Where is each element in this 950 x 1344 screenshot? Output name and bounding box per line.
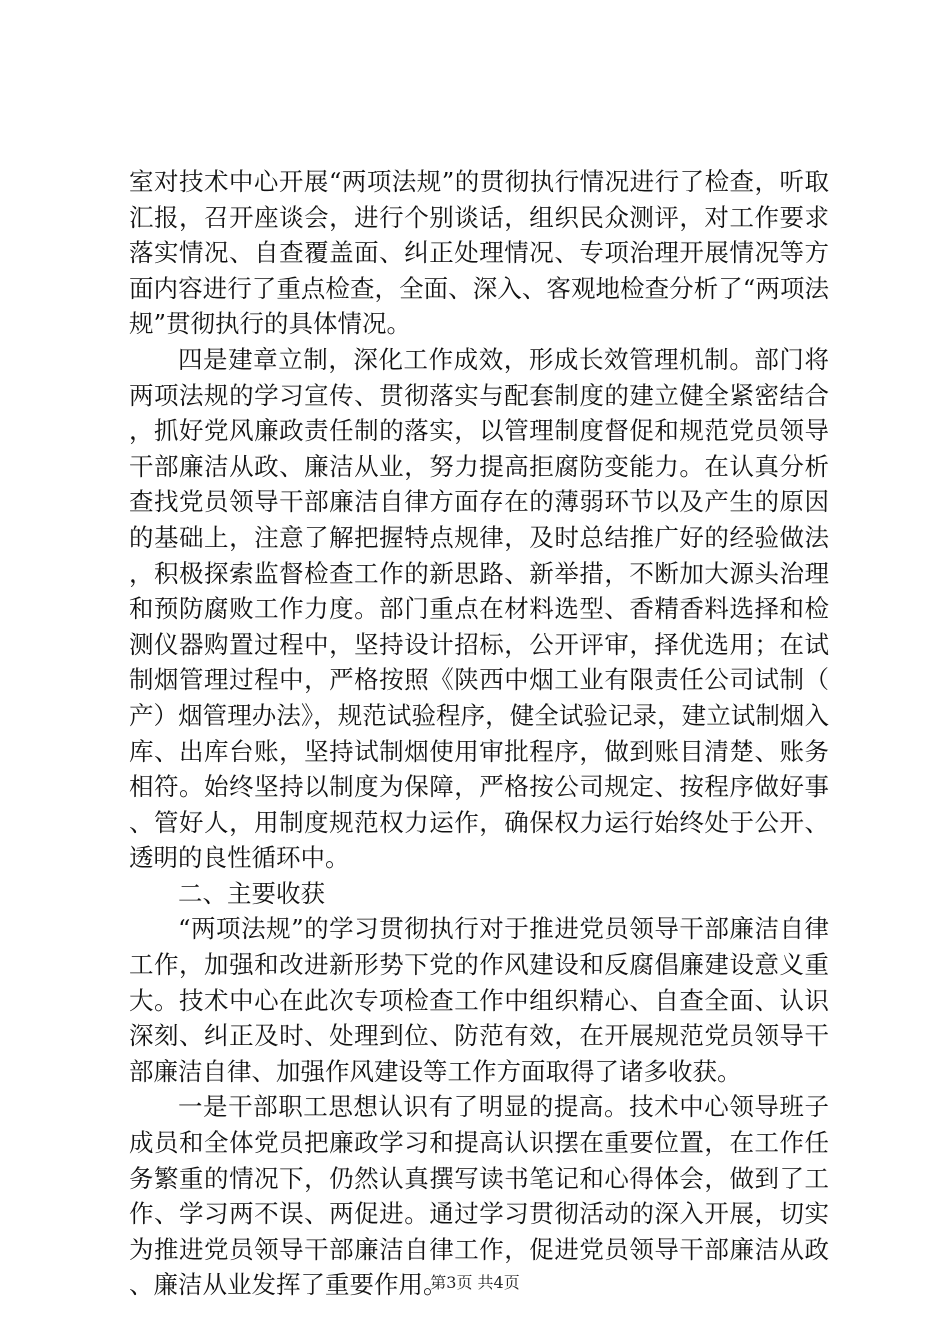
paragraph-continued: 室对技术中心开展“两项法规”的贯彻执行情况进行了检查，听取汇报，召开座谈会，进行个别谈话，组织民众测评，对工作要求落实情况、自查覆盖面、纠正处理情况、专项治理开展情况等方面内容进行了重点检查，全面、深入、客观地检查分析了“两项法规”贯彻执行的具体情况。 <box>129 167 829 339</box>
page-number-footer: 第3页 共4页 <box>430 1273 520 1292</box>
document-body <box>129 164 829 1303</box>
paragraph-awareness: 一是干部职工思想认识有了明显的提高。技术中心领导班子成员和全体党员把廉政学习和提高认识摆在重要位置，在工作任务繁重的情况下，仍然认真撰写读书笔记和心得体会，做到了工作、学习两不误、两促进。通过学习贯彻活动的深入开展，切实为推进党员领导干部廉洁自律工作，促进党员领导干部廉洁从政、廉洁从业发挥了重要作用。 <box>129 1092 829 1300</box>
paragraph-gains-intro: “两项法规”的学习贯彻执行对于推进党员领导干部廉洁自律工作，加强和改进新形势下党的作风建设和反腐倡廉建设意义重大。技术中心在此次专项检查工作中组织精心、自查全面、认识深刻、纠正及时、处理到位、防范有效，在开展规范党员领导干部廉洁自律、加强作风建设等工作方面取得了诸多收获。 <box>129 914 829 1086</box>
paragraph-regulations: 四是建章立制，深化工作成效，形成长效管理机制。部门将两项法规的学习宣传、贯彻落实与配套制度的建立健全紧密结合，抓好党风廉政责任制的落实，以管理制度督促和规范党员领导干部廉洁从政、廉洁从业，努力提高拒腐防变能力。在认真分析查找党员领导干部廉洁自律方面存在的薄弱环节以及产生的原因的基础上，注意了解把握特点规律，及时总结推广好的经验做法，积极探索监督检查工作的新思路、新举措，不断加大源头治理和预防腐败工作力度。部门重点在材料选型、香精香料选择和检测仪器购置过程中，坚持设计招标，公开评审，择优选用；在试制烟管理过程中，严格按照《陕西中烟工业有限责任公司试制（产）烟管理办法》，规范试验程序，健全试验记录，建立试制烟入库、出库台账，坚持试制烟使用审批程序，做到账目清楚、账务相符。始终坚持以制度为保障，严格按公司规定、按程序做好事、管好人，用制度规范权力运作，确保权力运行始终处于公开、透明的良性循环中。 <box>129 344 829 873</box>
section-heading-main-gains: 二、主要收获 <box>178 878 325 908</box>
